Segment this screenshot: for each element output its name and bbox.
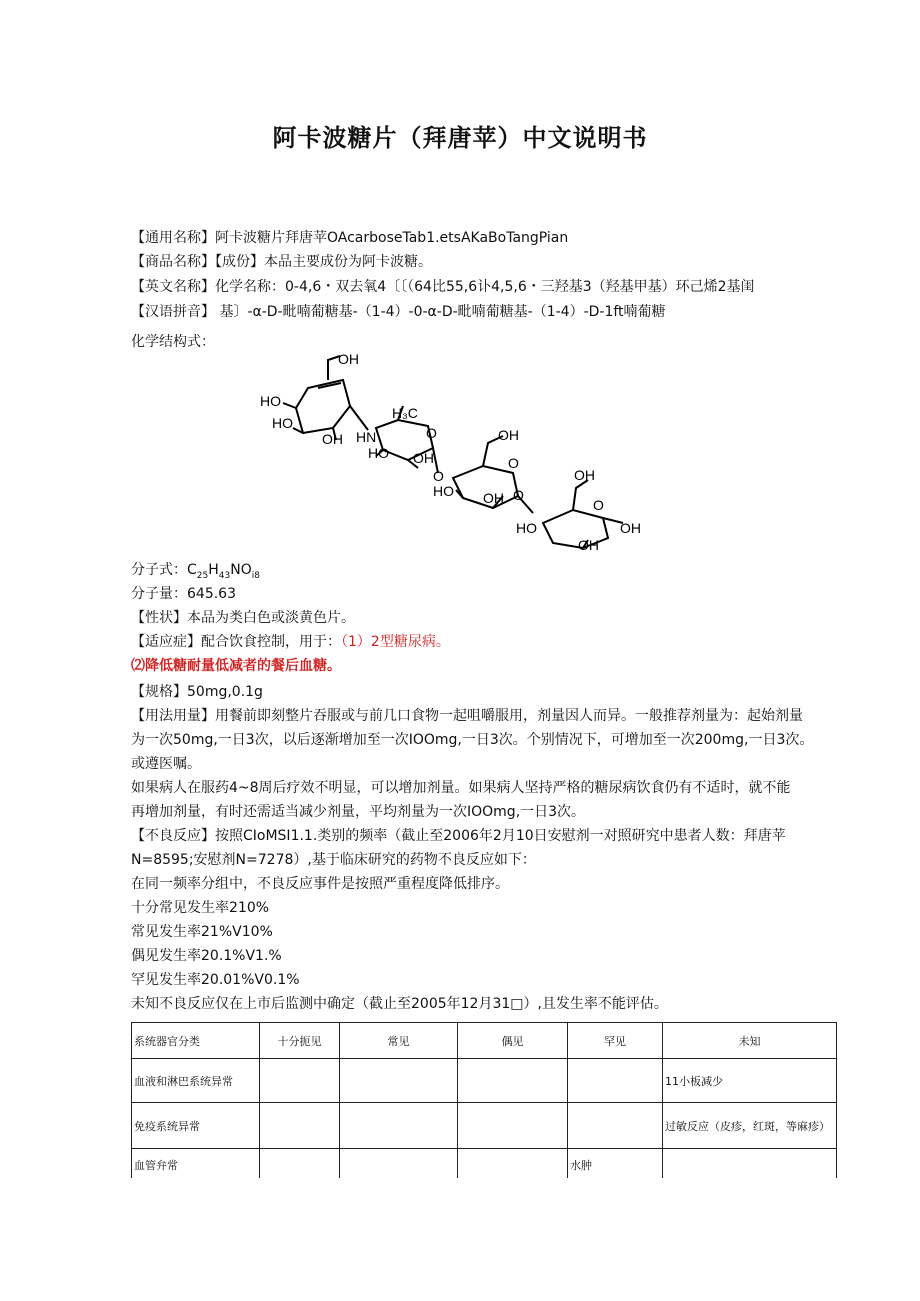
page-title: 阿卡波糖片（拜唐苹）中文说明书 xyxy=(272,124,648,152)
struct-label: OH xyxy=(498,427,519,443)
struct-label: OH xyxy=(413,450,434,466)
table-cell: 免疫系统异常 xyxy=(132,1103,260,1149)
usage-line: 如果病人在服药4~8周后疗效不明显，可以增加剂量。如果病人坚持严格的糖尿病饮食仍有不适时，就不能 xyxy=(131,780,791,796)
usage-line: 为一次50mg,一日3次，以后逐渐增加至一次IOOmg,一日3次。个别情况下，可增加至一次200mg,一日3次。 xyxy=(131,732,814,748)
table-cell xyxy=(260,1103,340,1149)
table-cell xyxy=(340,1103,458,1149)
table-cell: 11小板减少 xyxy=(663,1059,837,1103)
struct-label: HO xyxy=(272,415,293,431)
table-cell xyxy=(260,1059,340,1103)
struct-label: HO xyxy=(368,445,389,461)
table-cell: 血管弁常 xyxy=(132,1149,260,1188)
adverse-reaction-table xyxy=(131,1022,837,1188)
struct-label: O xyxy=(433,468,444,484)
indication-line: 【适应症】配合饮食控制，用于：（1）2型糖尿病。 xyxy=(131,634,450,650)
adverse-line: 【不良反应】按照CIoMSI1.1.类别的频率（截止至2006年2月10日安慰剂一对照研究中患者人数：拜唐苹 xyxy=(131,828,786,844)
table-row xyxy=(132,1103,837,1149)
frequency-line: 偶见发生率20.1%V1.% xyxy=(131,948,282,964)
struct-label: H₃C xyxy=(392,405,418,421)
struct-label: O xyxy=(593,497,604,513)
struct-label: HO xyxy=(260,393,281,409)
character-line: 【性状】本品为类白色或淡黄色片。 xyxy=(131,610,355,626)
english-name-line: 【英文名称】化学名称：0-4,6・双去氧4〔〔（64比55,6讣4,5,6・三羟基3（羟基甲基）环己烯2基闺 xyxy=(131,279,755,295)
brand-name-line: 【商品名称】【成份】本品主要成份为阿卡波糖。 xyxy=(131,254,432,270)
struct-label: HN xyxy=(356,429,377,445)
page-bottom-margin xyxy=(0,1178,920,1301)
table-cell: 水肿 xyxy=(568,1149,663,1188)
struct-label: HO xyxy=(516,520,537,536)
frequency-line: 常见发生率21%V10% xyxy=(131,924,273,940)
unknown-frequency-line: 未知不良反应仅在上市后监测中确定（截止至2005年12月31□）,且发生率不能评估。 xyxy=(131,996,668,1012)
frequency-line: 罕见发生率20.01%V0.1% xyxy=(131,972,300,988)
struct-label: HO xyxy=(433,483,454,499)
chemical-structure xyxy=(258,348,648,553)
table-row xyxy=(132,1059,837,1103)
table-header-row xyxy=(132,1023,837,1059)
struct-label: OH xyxy=(483,490,504,506)
table-header-cell: 偶见 xyxy=(458,1023,568,1059)
indication-line-2: ⑵降低糖耐量低减者的餐后血糖。 xyxy=(131,658,341,674)
table-header-cell: 罕见 xyxy=(568,1023,663,1059)
struct-label: OH xyxy=(620,520,641,536)
table-cell xyxy=(568,1103,663,1149)
table-cell xyxy=(458,1103,568,1149)
pinyin-line: 【汉语拼音】 基〕-α-D-毗喃葡糖基-（1-4）-0-α-D-毗喃葡糖基-（1-4）-D-1ft喃葡糖 xyxy=(131,304,666,320)
table-header-cell: 未知 xyxy=(663,1023,837,1059)
struct-label: OH xyxy=(338,351,359,367)
struct-label: O xyxy=(508,455,519,471)
struct-label: O xyxy=(513,487,524,503)
usage-line: 【用法用量】用餐前即刻整片吞服或与前几口食物一起咀嚼服用，剂量因人而异。一般推荐剂量为：起始剂量 xyxy=(131,708,803,724)
struct-label: O xyxy=(426,425,437,441)
struct-label: OH xyxy=(578,537,599,553)
table-header-cell: 十分扼见 xyxy=(260,1023,340,1059)
molecular-formula: 分子式：$C_{25}H_{43}NO_{i8}$ xyxy=(131,562,260,581)
struct-label: OH xyxy=(574,467,595,483)
table-cell xyxy=(340,1059,458,1103)
table-header-cell: 常见 xyxy=(340,1023,458,1059)
table-header-cell: 系统器官分类 xyxy=(132,1023,260,1059)
spec-line: 【规格】50mg,0.1g xyxy=(131,684,263,700)
adverse-line: N=8595;安慰剂N=7278）,基于临床研究的药物不良反应如下： xyxy=(131,852,536,868)
molecular-weight: 分子量：645.63 xyxy=(131,586,236,602)
table-cell: 血液和淋巴系统异常 xyxy=(132,1059,260,1103)
usage-line: 再增加剂量，有时还需适当减少剂量，平均剂量为一次IOOmg,一日3次。 xyxy=(131,804,586,820)
generic-name-line: 【通用名称】阿卡波糖片拜唐苹OAcarboseTab1.etsAKaBoTangPian xyxy=(131,230,569,246)
table-cell: 过敏反应（皮疹，红斑，等麻疹） xyxy=(663,1103,837,1149)
table-cell xyxy=(458,1059,568,1103)
struct-label: OH xyxy=(322,431,343,447)
structure-label: 化学结构式： xyxy=(131,334,215,350)
table-cell xyxy=(568,1059,663,1103)
frequency-line: 十分常见发生率210% xyxy=(131,900,270,916)
usage-line: 或遵医嘱。 xyxy=(131,756,201,772)
adverse-line: 在同一频率分组中，不良反应事件是按照严重程度降低排序。 xyxy=(131,876,509,892)
